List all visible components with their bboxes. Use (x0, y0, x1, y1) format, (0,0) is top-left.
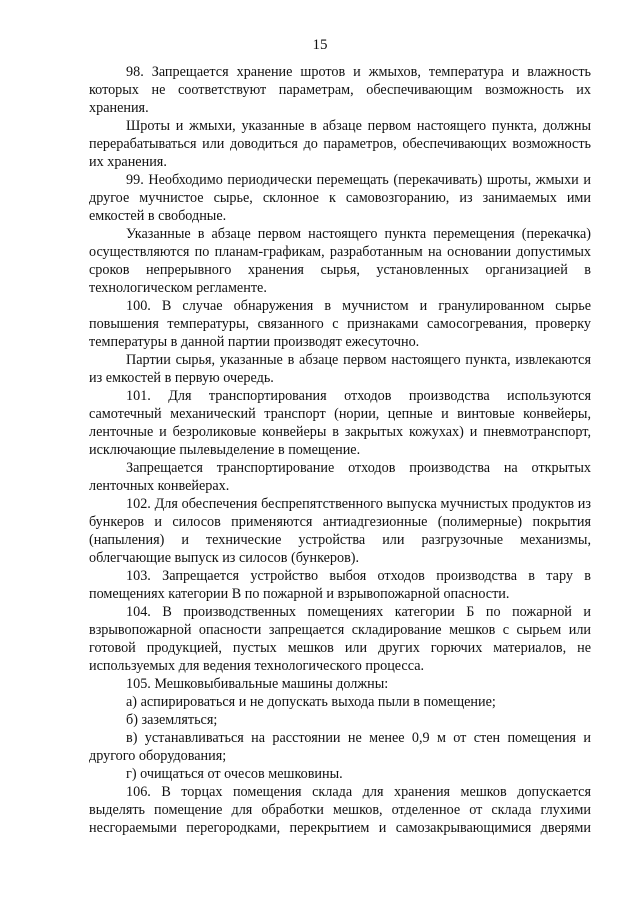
paragraph-98-note: Шроты и жмыхи, указанные в абзаце первом настоящего пункта, должны перерабатываться или доводиться до параметров, обеспечивающих возможность их хранения. (89, 118, 591, 170)
paragraph-104: 104. В производственных помещениях категории Б по пожарной и взрывопожарной опасности запрещается складирование мешков с сырьем или готовой продукцией, пустых мешков или других горючих материалов, не используемых для ведения технологического процесса. (89, 604, 591, 674)
paragraph-106: 106. В торцах помещения склада для хранения мешков допускается выделять помещение для обработки мешков, отделенное от склада глухими несгораемыми перегородками, перекрытием и самозакрывающимися дверями (89, 784, 591, 836)
paragraph-105-item-b: б) заземляться; (126, 712, 218, 728)
paragraph-101: 101. Для транспортирования отходов производства используются самотечный механический транспорт (нории, цепные и винтовые конвейеры, ленточные и безроликовые конвейеры в закрытых кожухах) и пневмотранспорт, исключающие пылевыделение в помещение. (89, 388, 591, 458)
paragraph-105-item-d: г) очищаться от очесов мешковины. (126, 766, 343, 782)
paragraph-105-item-a: а) аспирироваться и не допускать выхода пыли в помещение; (126, 694, 496, 710)
document-body (89, 63, 591, 837)
paragraph-103: 103. Запрещается устройство выбоя отходов производства в тару в помещениях категории В по пожарной и взрывопожарной опасности. (89, 568, 591, 602)
paragraph-102: 102. Для обеспечения беспрепятственного выпуска мучнистых продуктов из бункеров и силосов применяются антиадгезионные (полимерные) покрытия (напыления) и технические устройства или разгрузочные механизмы, облегчающие выпуск из силосов (бункеров). (89, 496, 591, 566)
paragraph-105-item-c: в) устанавливаться на расстоянии не менее 0,9 м от стен помещения и другого оборудования; (89, 730, 591, 764)
paragraph-98: 98. Запрещается хранение шротов и жмыхов, температура и влажность которых не соответствуют параметрам, обеспечивающим возможность их хранения. (89, 64, 591, 116)
paragraph-99-note: Указанные в абзаце первом настоящего пункта перемещения (перекачка) осуществляются по планам-графикам, разработанным на основании допустимых сроков непрерывного хранения сырья, установленных организацией в технологическом регламенте. (89, 226, 591, 296)
page-number: 15 (312, 37, 328, 53)
paragraph-100-note: Партии сырья, указанные в абзаце первом настоящего пункта, извлекаются из емкостей в первую очередь. (89, 352, 591, 386)
paragraph-101-note: Запрещается транспортирование отходов производства на открытых ленточных конвейерах. (89, 460, 591, 494)
paragraph-105: 105. Мешковыбивальные машины должны: (126, 676, 389, 692)
paragraph-99: 99. Необходимо периодически перемещать (перекачивать) шроты, жмыхи и другое мучнистое сырье, склонное к самовозгоранию, из занимаемых ими емкостей в свободные. (89, 172, 591, 224)
paragraph-100: 100. В случае обнаружения в мучнистом и гранулированном сырье повышения температуры, связанного с признаками самосогревания, проверку температуры в данной партии производят ежесуточно. (89, 298, 591, 350)
